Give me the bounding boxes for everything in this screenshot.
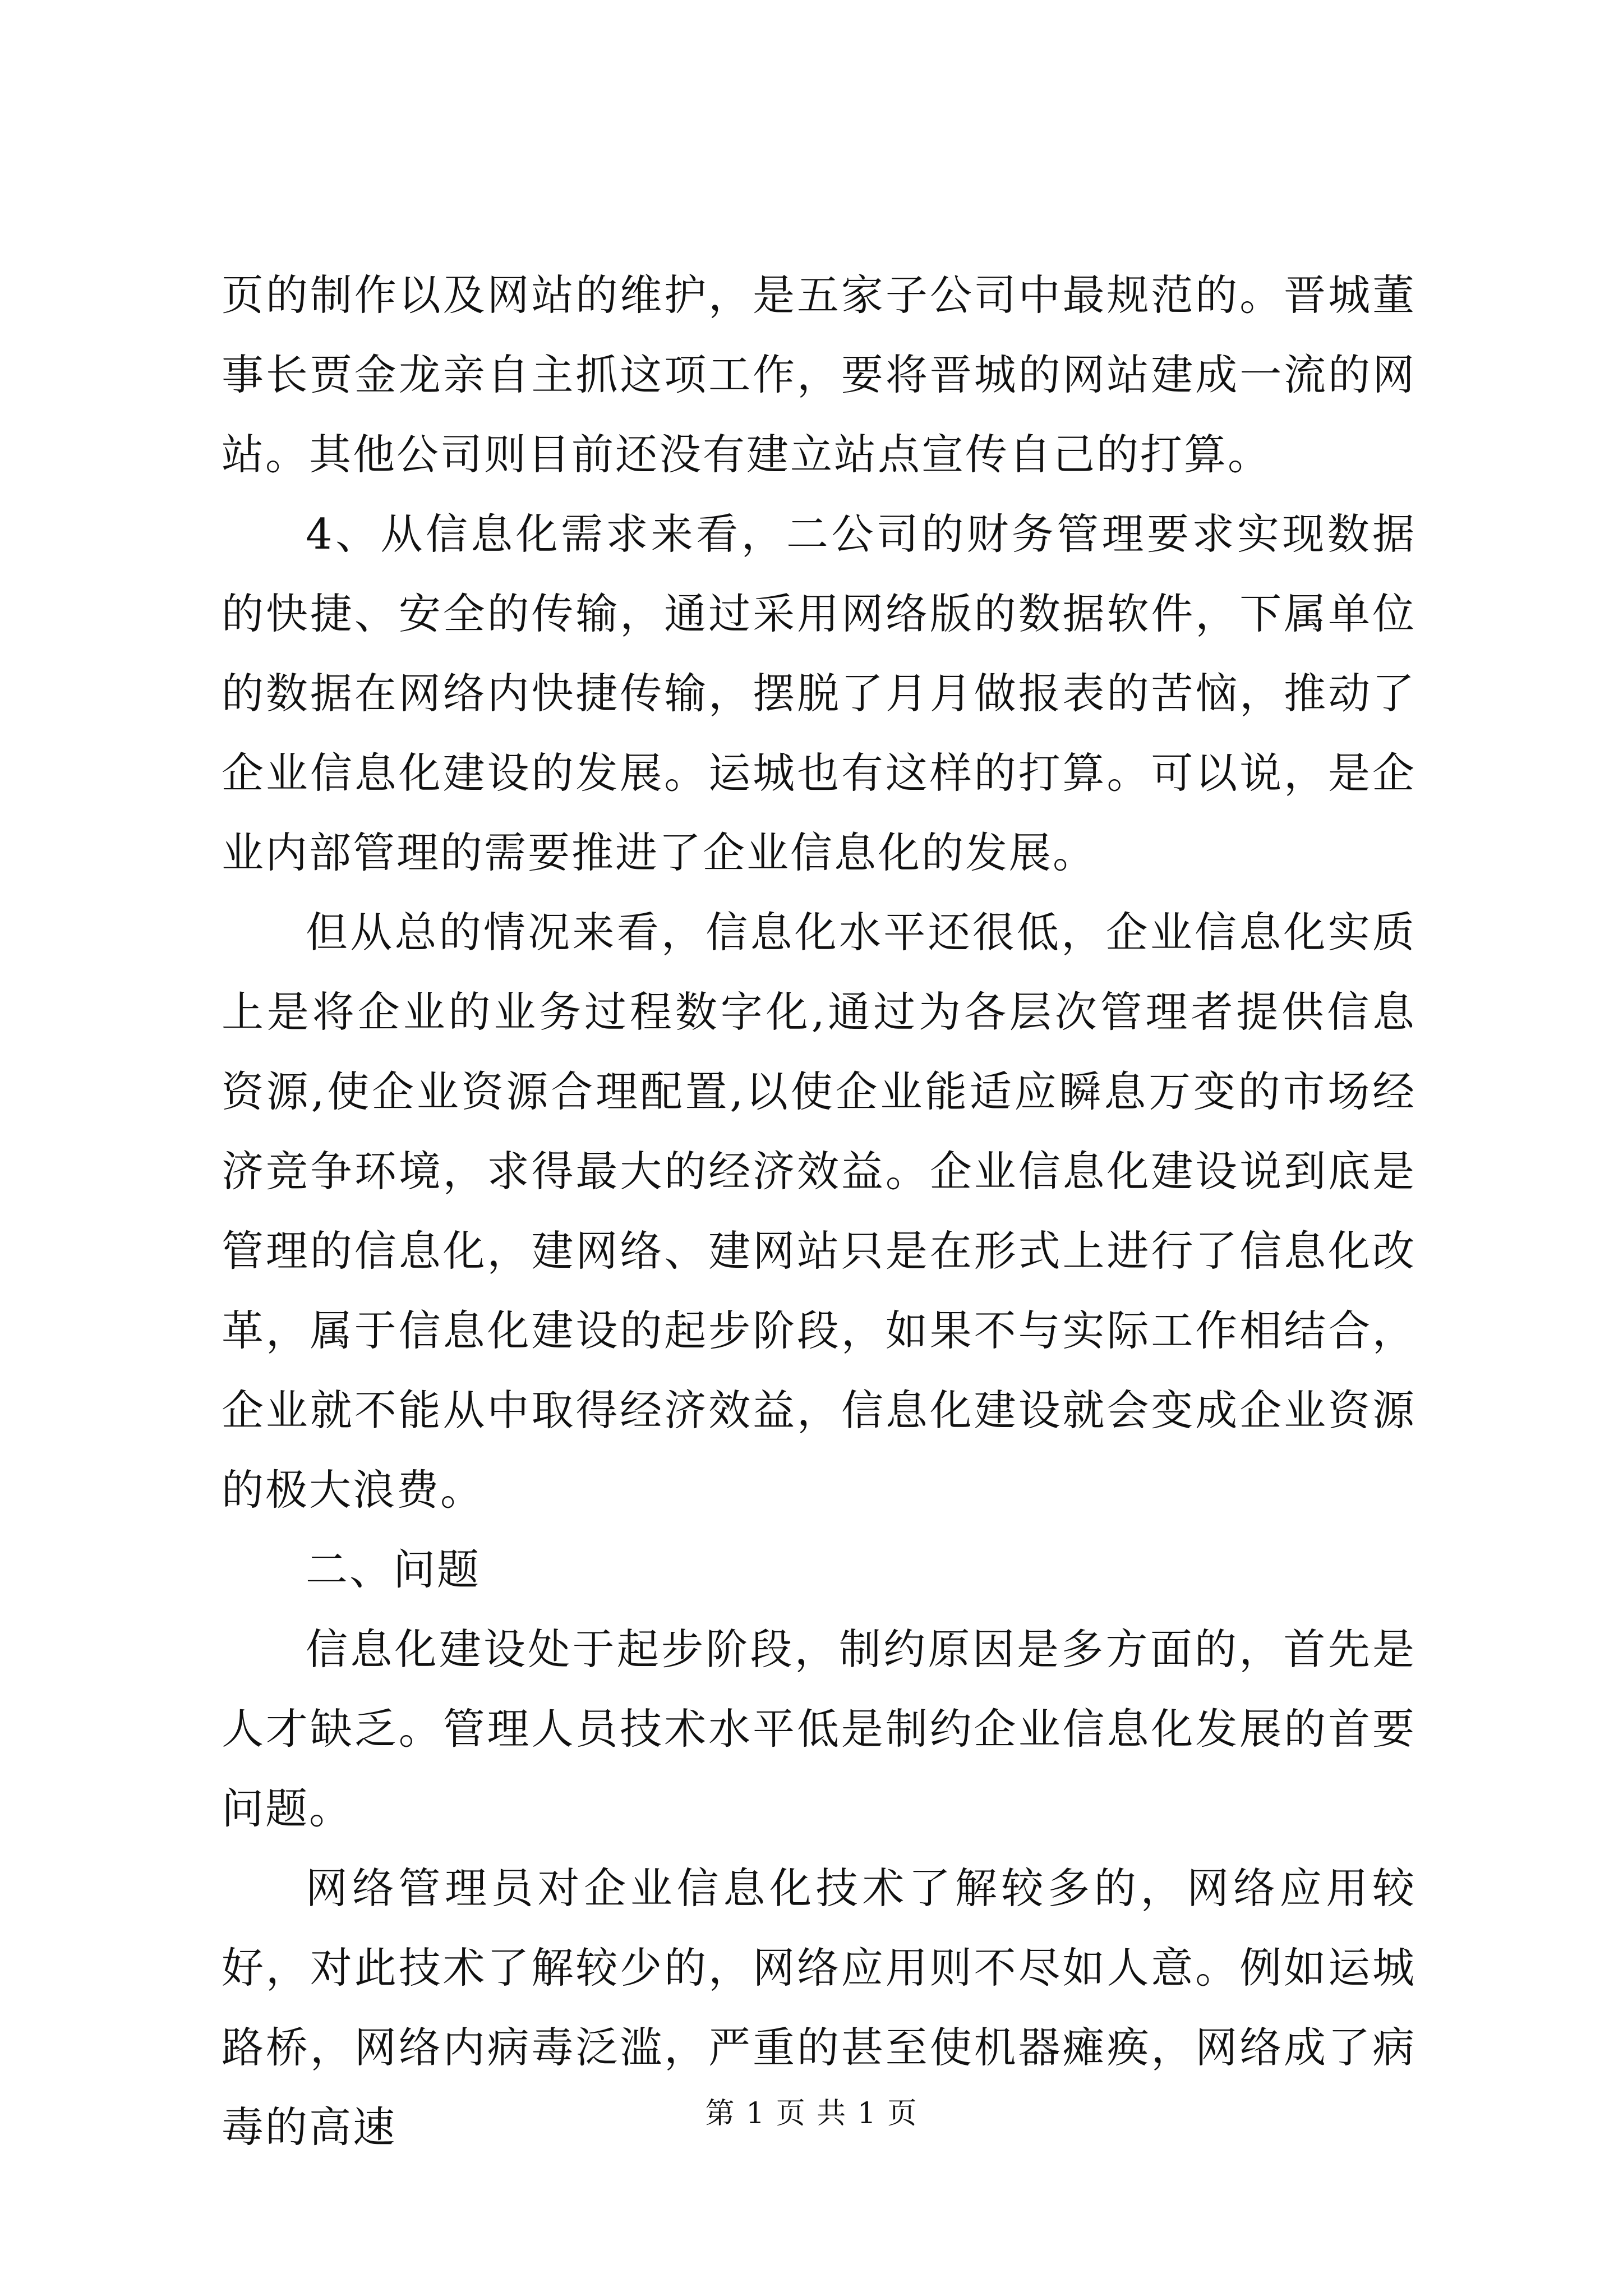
paragraph-summary: 但从总的情况来看，信息化水平还很低，企业信息化实质上是将企业的业务过程数字化,通过为各层次管理者提供信息资源,使企业资源合理配置,以使企业能适应瞬息万变的市场经济竞争环境，求得最大的经济效益。企业信息化建设说到底是管理的信息化，建网络、建网站只是在形式上进行了信息化改革，属于信息化建设的起步阶段，如果不与实际工作相结合，企业就不能从中取得经济效益，信息化建设就会变成企业资源的极大浪费。	[222, 908, 1416, 1515]
paragraph-continuation: 页的制作以及网站的维护，是五家子公司中最规范的。晋城董事长贾金龙亲自主抓这项工作，要将晋城的网站建成一流的网站。其他公司则目前还没有建立站点宣传自己的打算。	[222, 270, 1416, 479]
section-heading-problems: 二、问题	[306, 1545, 481, 1594]
document-body	[222, 255, 1416, 2167]
paragraph-network-admin: 网络管理员对企业信息化技术了解较多的，网络应用较好，对此技术了解较少的，网络应用则不尽如人意。例如运城路桥，网络内病毒泛滥，严重的甚至使机器瘫痪，网络成了病毒的高速	[222, 1864, 1416, 2152]
page-footer: 第 1 页 共 1 页	[705, 2097, 918, 2131]
paragraph-problem-talent: 信息化建设处于起步阶段，制约原因是多方面的，首先是人才缺乏。管理人员技术水平低是制约企业信息化发展的首要问题。	[222, 1625, 1416, 1833]
paragraph-item-4: 4、从信息化需求来看，二公司的财务管理要求实现数据的快捷、安全的传输，通过采用网络版的数据软件，下属单位的数据在网络内快捷传输，摆脱了月月做报表的苦恼，推动了企业信息化建设的发展。运城也有这样的打算。可以说，是企业内部管理的需要推进了企业信息化的发展。	[222, 509, 1416, 877]
